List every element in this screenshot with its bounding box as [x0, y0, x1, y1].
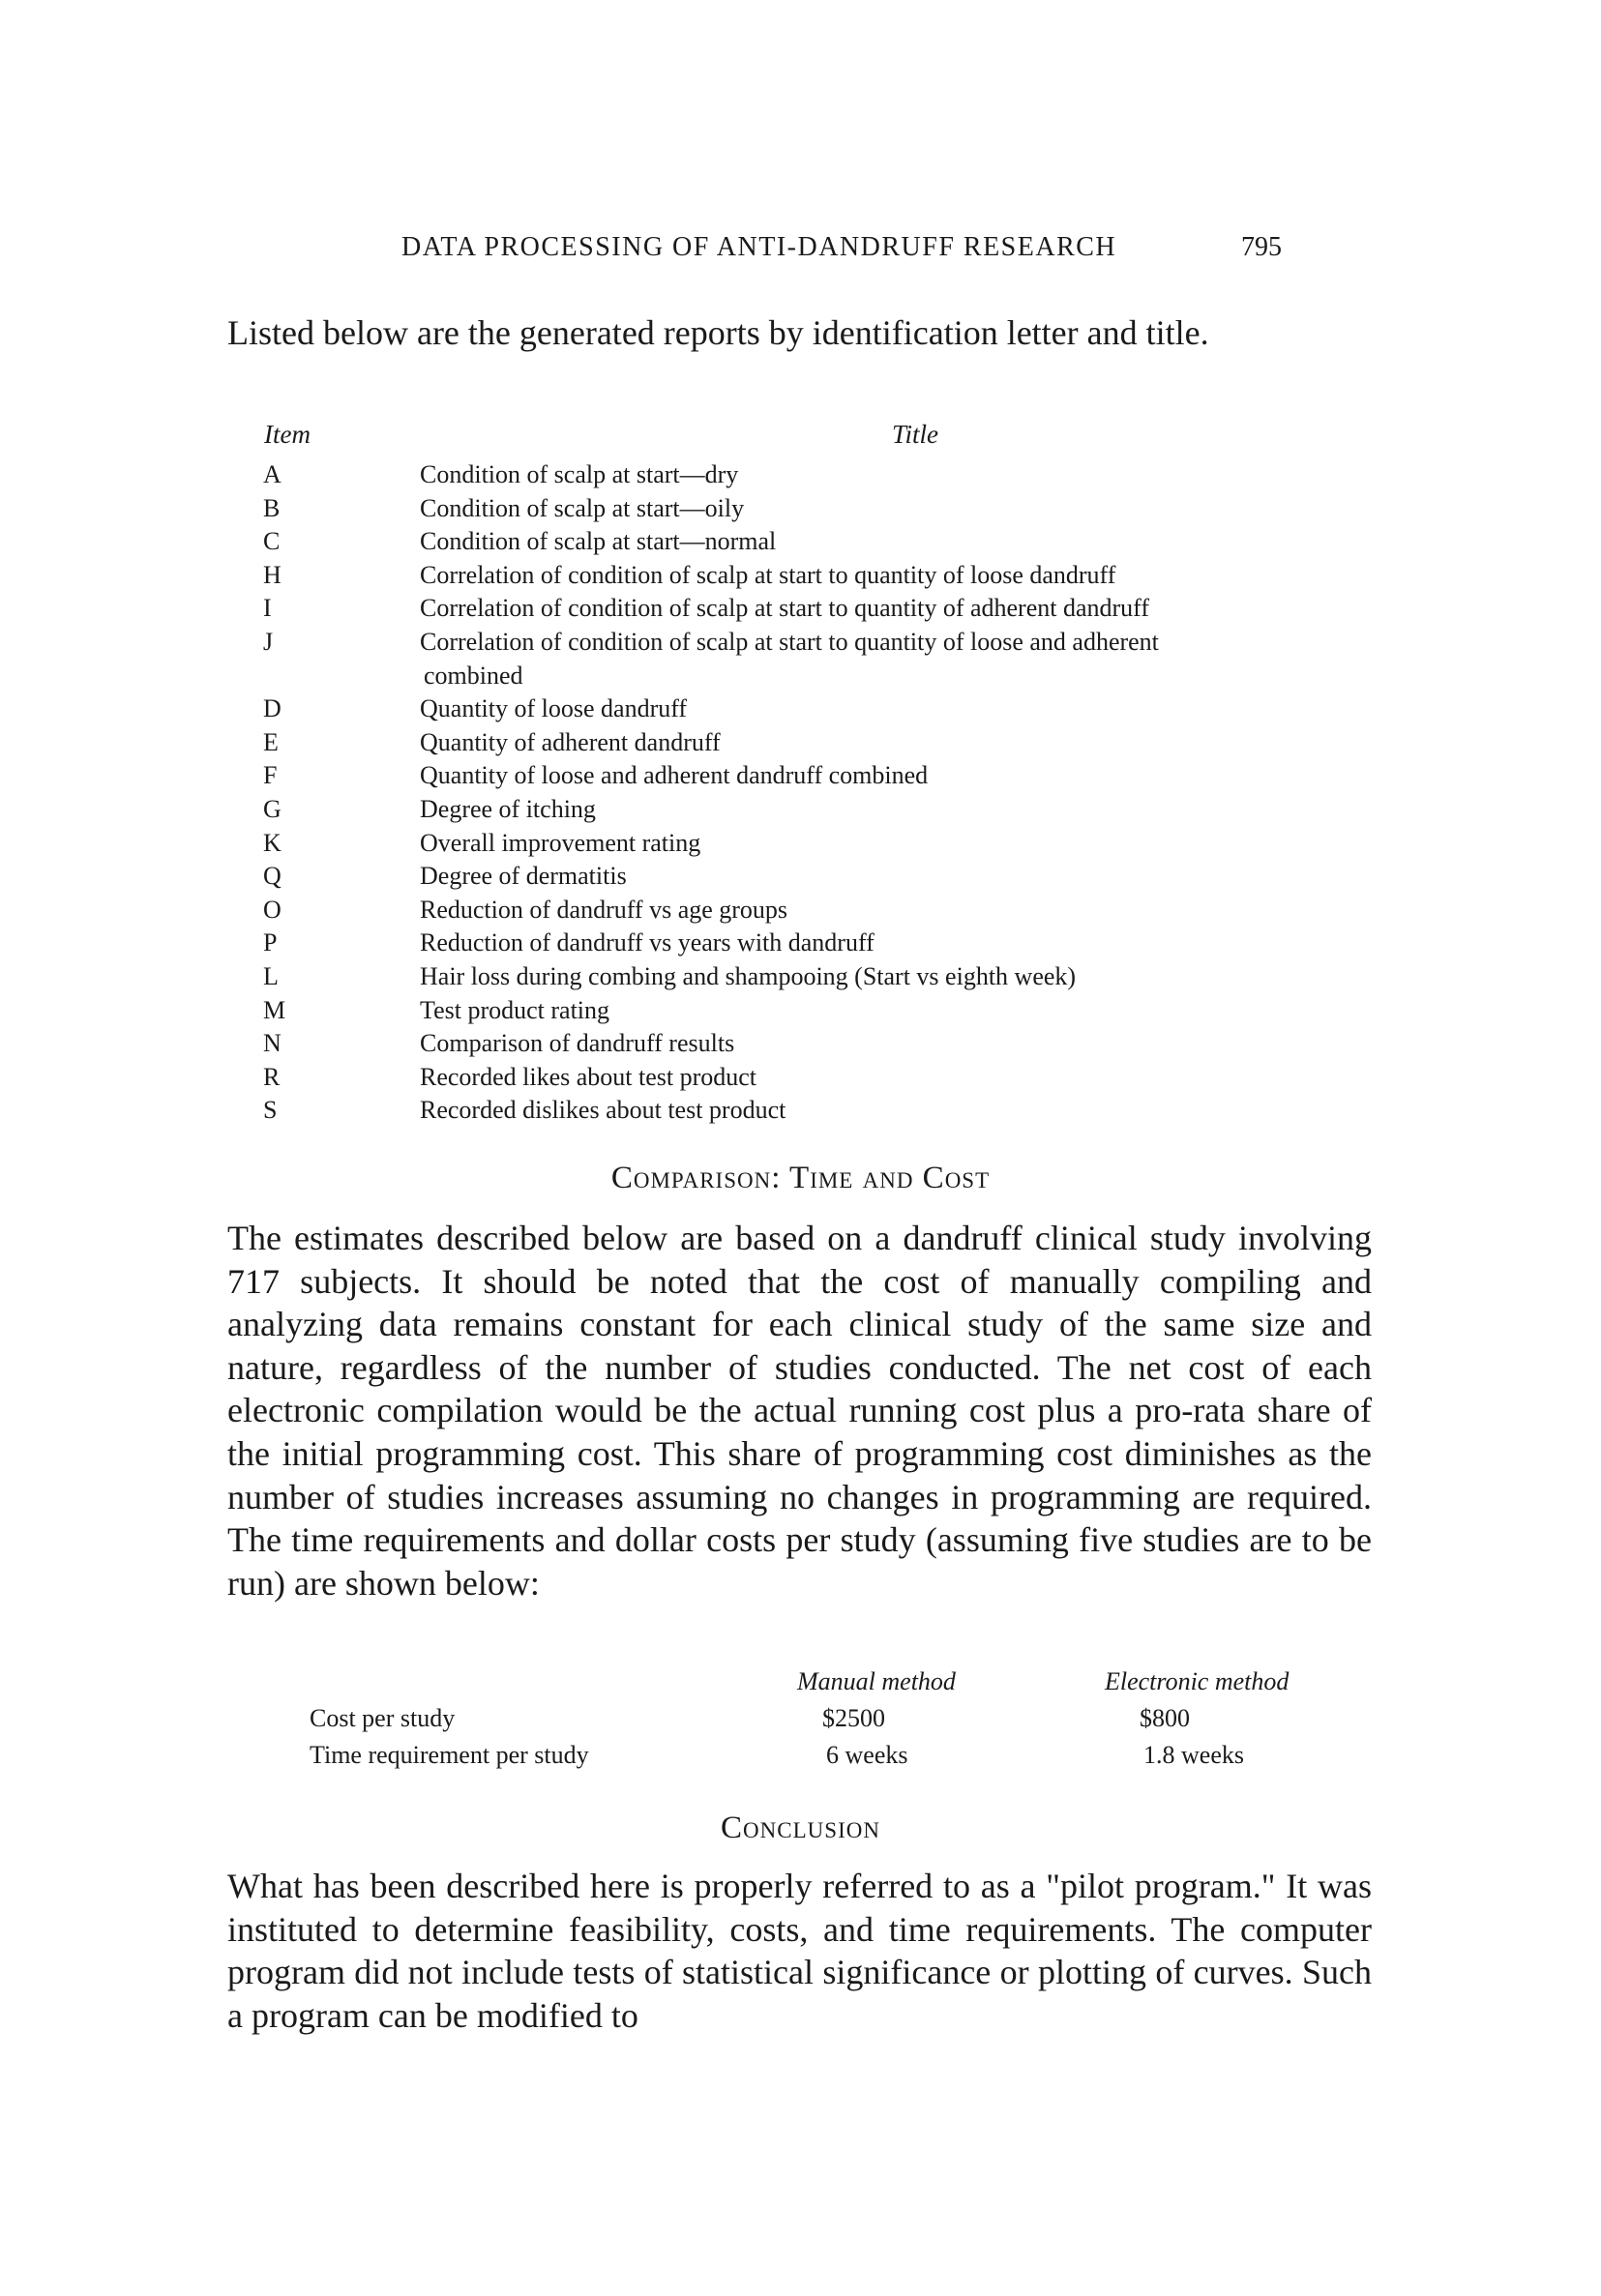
list-item	[261, 994, 1374, 1028]
list-item	[261, 592, 1374, 626]
item-letter: A	[263, 460, 282, 488]
comparison-heading	[0, 1161, 1601, 1196]
item-letter: L	[263, 961, 279, 990]
electronic-method-header: Electronic method	[1105, 1667, 1290, 1695]
conclusion-heading	[0, 1810, 1601, 1846]
item-letter: H	[263, 560, 282, 589]
item-letter: M	[263, 995, 286, 1024]
item-letter: K	[263, 828, 282, 857]
item-letter: S	[263, 1096, 278, 1125]
item-title: Correlation of condition of scalp at start to quantity of adherent dandruff	[420, 594, 1150, 623]
title-column-header: Title	[892, 420, 939, 449]
list-item	[261, 726, 1374, 760]
list-item	[261, 759, 1374, 793]
list-item	[261, 1027, 1374, 1061]
item-letter: F	[263, 761, 278, 790]
list-item	[261, 927, 1374, 960]
item-title: Quantity of loose and adherent dandruff combined	[420, 761, 929, 790]
item-letter: J	[263, 627, 274, 656]
conclusion-heading-text: Conclusion	[721, 1810, 880, 1845]
item-title: Correlation of condition of scalp at start to quantity of loose dandruff	[420, 560, 1116, 589]
row-label-cost: Cost per study	[310, 1704, 456, 1732]
list-item	[261, 860, 1374, 894]
item-title: Condition of scalp at start—dry	[420, 460, 739, 488]
manual-time-value: 6 weeks	[826, 1741, 908, 1769]
manual-method-header: Manual method	[797, 1667, 956, 1695]
item-letter: G	[263, 794, 282, 823]
list-item	[261, 492, 1374, 526]
item-title: Condition of scalp at start—normal	[420, 527, 777, 556]
item-letter: O	[263, 895, 282, 924]
electronic-time-value: 1.8 weeks	[1143, 1741, 1244, 1769]
item-title: Overall improvement rating	[420, 828, 701, 857]
item-letter: E	[263, 727, 279, 756]
list-item	[261, 793, 1374, 827]
item-title: Comparison of dandruff results	[420, 1029, 735, 1058]
item-letter: R	[263, 1062, 281, 1091]
comparison-paragraph: The estimates described below are based on a dandruff clinical study involving 717 subjects. It should be noted that the cost of manually compiling and analyzing data remains constant for each clinical study of the same size and nature, regardless of the number of studies conducted. The net cost of each electronic compilation would be the actual running cost plus a pro-rata share of the initial programming cost. This share of programming cost diminishes as the number of studies increases assuming no changes in programming are required. The time requirements and dollar costs per study (assuming five studies are to be run) are shown below:	[227, 1219, 1372, 1603]
item-title: Test product rating	[420, 995, 610, 1024]
running-title: DATA PROCESSING OF ANTI-DANDRUFF RESEARCH	[401, 232, 1117, 262]
item-letter: C	[263, 527, 281, 556]
electronic-cost-value: $800	[1140, 1704, 1190, 1732]
item-letter: Q	[263, 862, 282, 891]
list-item	[261, 894, 1374, 927]
manual-cost-value: $2500	[822, 1704, 885, 1732]
comparison-heading-text: Comparison: Time and Cost	[610, 1161, 991, 1195]
list-item	[261, 692, 1374, 726]
item-title: Correlation of condition of scalp at start to quantity of loose and adherent	[420, 627, 1159, 656]
item-title: Quantity of adherent dandruff	[420, 727, 721, 756]
item-title: Reduction of dandruff vs age groups	[420, 895, 788, 924]
list-item	[261, 626, 1374, 692]
running-head	[0, 232, 1601, 271]
report-list	[261, 458, 1374, 1128]
item-letter: D	[263, 694, 282, 723]
item-title: Reduction of dandruff vs years with dandruff	[420, 928, 875, 957]
list-item	[261, 960, 1374, 994]
conclusion-paragraph: What has been described here is properly referred to as a "pilot program." It was instituted to determine feasibility, costs, and time requirements. The computer program did not include tests of statistical significance or plotting of curves. Such a program can be modified to	[227, 1867, 1372, 2035]
item-title: Quantity of loose dandruff	[420, 694, 688, 723]
item-title: Degree of itching	[420, 794, 596, 823]
list-item	[261, 525, 1374, 559]
item-title: Condition of scalp at start—oily	[420, 493, 745, 522]
list-item	[261, 458, 1374, 492]
item-title: Recorded dislikes about test product	[420, 1096, 786, 1125]
item-letter: I	[263, 594, 272, 623]
item-letter: B	[263, 493, 281, 522]
list-item	[261, 559, 1374, 593]
item-title-continuation: combined	[424, 661, 523, 690]
item-title: Hair loss during combing and shampooing (Start vs eighth week)	[420, 961, 1077, 990]
list-item	[261, 827, 1374, 861]
item-title: Recorded likes about test product	[420, 1062, 757, 1091]
row-label-time: Time requirement per study	[310, 1741, 589, 1769]
item-title: Degree of dermatitis	[420, 862, 627, 891]
list-item	[261, 1061, 1374, 1095]
item-column-header: Item	[264, 420, 311, 449]
item-letter: N	[263, 1029, 282, 1058]
item-letter: P	[263, 928, 278, 957]
intro-paragraph: Listed below are the generated reports by identification letter and title.	[227, 313, 1209, 352]
item-title-wrap	[325, 626, 1374, 692]
list-item	[261, 1094, 1374, 1128]
page-number: 795	[1241, 232, 1282, 262]
